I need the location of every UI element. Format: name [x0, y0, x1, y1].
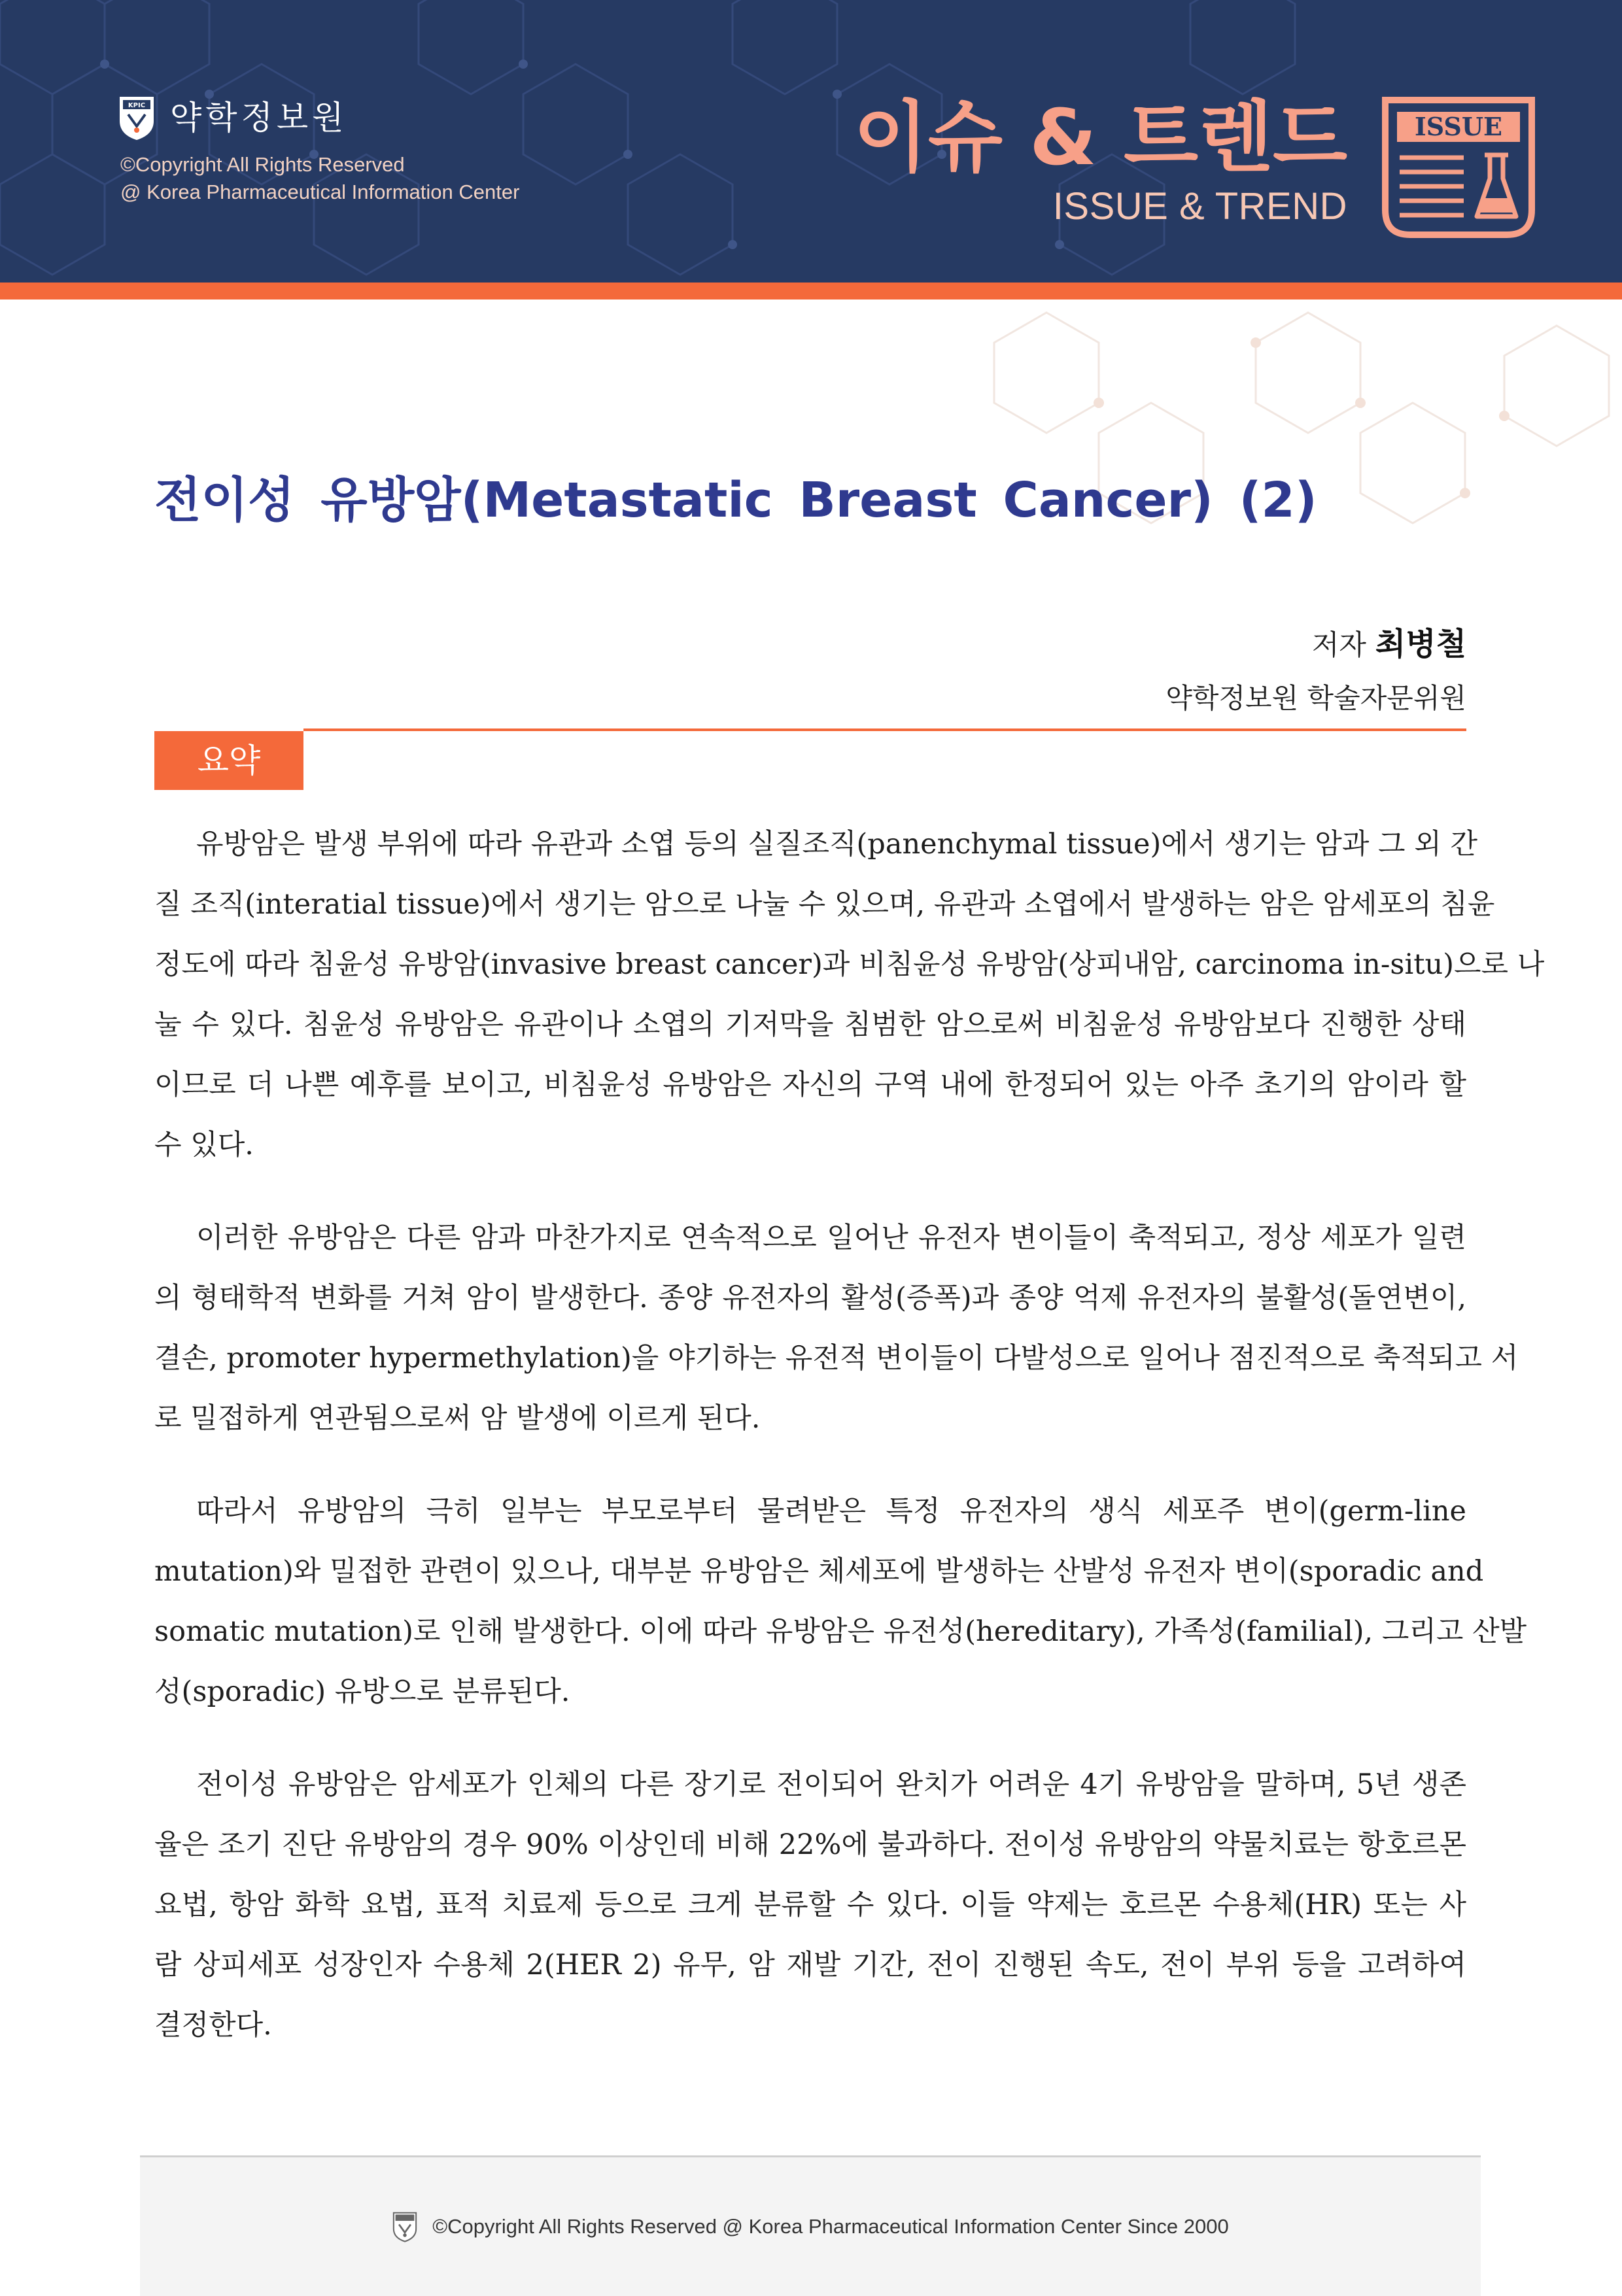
paragraph-line: 질 조직(interatial tissue)에서 생기는 암으로 나눌 수 있으며, 유관과 소엽에서 발생하는 암은 암세포의 침윤: [154, 888, 1495, 921]
paragraph-line: 정도에 따라 침윤성 유방암(invasive breast cancer)과 비침윤성 유방암(상피내암, carcinoma in-situ)으로 나: [154, 948, 1545, 981]
paragraph-line: 람 상피세포 성장인자 수용체 2(HER 2) 유무, 암 재발 기간, 전이 진행된 속도, 전이 부위 등을 고려하여: [154, 1949, 1466, 1981]
paragraph-line: 이러한 유방암은 다른 암과 마찬가지로 연속적으로 일어난 유전자 변이들이 축적되고, 정상 세포가 일련: [196, 1222, 1466, 1254]
org-logo: [118, 95, 348, 141]
document-title: 전이성 유방암(Metastatic Breast Cancer) (2): [154, 471, 1317, 528]
author-name: 최병철: [1375, 626, 1466, 662]
paragraph-line: 율은 조기 진단 유방암의 경우 90% 이상인데 비해 22%에 불과하다. 전이성 유방암의 약물치료는 항호르몬: [154, 1828, 1466, 1861]
paragraph-line: 로 밀접하게 연관됨으로써 암 발생에 이르게 된다.: [154, 1402, 761, 1435]
paragraph-line: somatic mutation)로 인해 발생한다. 이에 따라 유방암은 유전성(hereditary), 가족성(familial), 그리고 산발: [154, 1615, 1527, 1648]
paragraph-line: 의 형태학적 변화를 거쳐 암이 발생한다. 종양 유전자의 활성(증폭)과 종양 억제 유전자의 불활성(돌연변이,: [154, 1282, 1466, 1314]
paragraph-line: 요법, 항암 화학 요법, 표적 치료제 등으로 크게 분류할 수 있다. 이들 약제는 호르몬 수용체(HR) 또는 사: [154, 1889, 1466, 1921]
summary-label: 요약: [154, 731, 303, 790]
paragraph-4: [154, 1755, 1466, 2055]
footer-copyright-row: [140, 2207, 1481, 2246]
header-banner: [0, 0, 1622, 283]
brand-title: 이슈 & 트렌드: [853, 92, 1347, 182]
paragraph-3: [154, 1481, 1527, 1722]
brand-subtitle: ISSUE & TREND: [1052, 185, 1347, 228]
kpic-emblem-icon: [118, 95, 156, 141]
issue-badge-icon: [1380, 95, 1537, 240]
author-line: [812, 621, 1466, 668]
kpic-emblem-icon: [392, 2211, 418, 2242]
paragraph-line: mutation)와 밀접한 관련이 있으나, 대부분 유방암은 체세포에 발생하는 산발성 유전자 변이(sporadic and: [154, 1555, 1484, 1588]
author-affiliation: 약학정보원 학술자문위원: [1165, 682, 1466, 714]
paragraph-line: 성(sporadic) 유방으로 분류된다.: [154, 1675, 570, 1708]
footer-copyright-text: ©Copyright All Rights Reserved @ Korea Pharmaceutical Information Center Since 2000: [432, 2215, 1229, 2238]
org-name: 약학정보원: [170, 99, 348, 137]
paragraph-line: 이므로 더 나쁜 예후를 보이고, 비침윤성 유방암은 자신의 구역 내에 한정되어 있는 아주 초기의 암이라 할: [154, 1069, 1466, 1101]
summary-divider: [303, 728, 1466, 731]
emblem-text: KPIC: [128, 102, 146, 109]
paragraph-line: 결정한다.: [154, 2009, 272, 2042]
page-footer: [140, 2155, 1481, 2296]
paragraph-line: 전이성 유방암은 암세포가 인체의 다른 장기로 전이되어 완치가 어려운 4기 유방암을 말하며, 5년 생존: [196, 1768, 1466, 1801]
author-label: 저자: [1311, 629, 1366, 662]
paragraph-line: 결손, promoter hypermethylation)을 야기하는 유전적 변이들이 다발성으로 일어나 점진적으로 축적되고 서: [154, 1342, 1519, 1375]
paragraph-line: 수 있다.: [154, 1129, 254, 1161]
paragraph-1: [154, 814, 1545, 1175]
header-copyright-line2: @ Korea Pharmaceutical Information Center: [120, 180, 520, 203]
paragraph-line: 유방암은 발생 부위에 따라 유관과 소엽 등의 실질조직(panenchymal tissue)에서 생기는 암과 그 외 간: [196, 828, 1477, 861]
badge-label: ISSUE: [1415, 112, 1502, 141]
summary-body: [154, 814, 1545, 2088]
paragraph-line: 눌 수 있다. 침윤성 유방암은 유관이나 소엽의 기저막을 침범한 암으로써 비침윤성 유방암보다 진행한 상태: [154, 1008, 1466, 1041]
paragraph-2: [154, 1208, 1519, 1448]
header-accent-stripe: [0, 283, 1622, 300]
header-copyright-line1: ©Copyright All Rights Reserved: [120, 153, 405, 176]
paragraph-line: 따라서 유방암의 극히 일부는 부모로부터 물려받은 특정 유전자의 생식 세포주 변이(germ-line: [196, 1495, 1466, 1528]
